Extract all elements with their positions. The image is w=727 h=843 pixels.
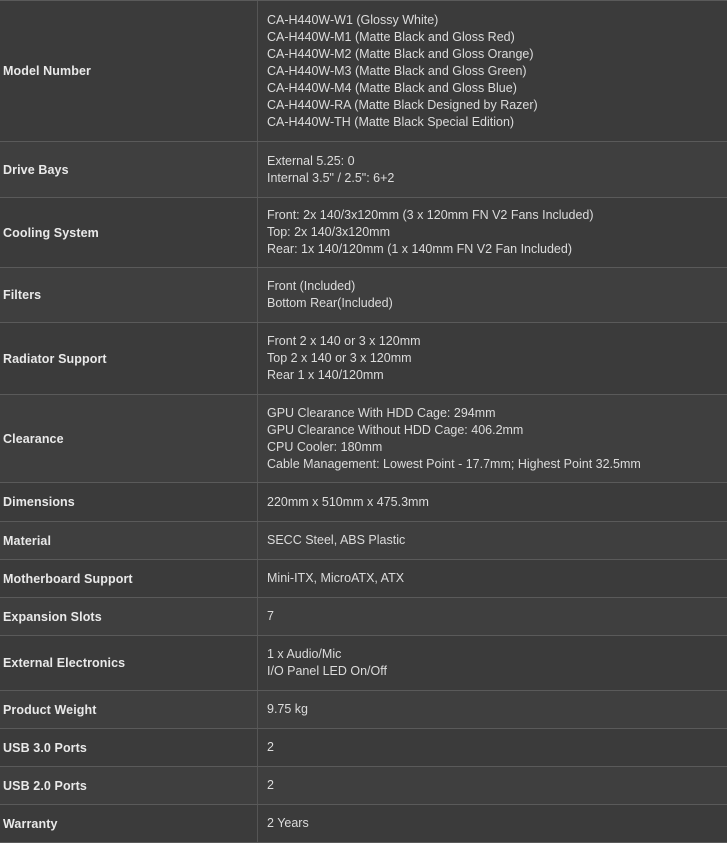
spec-value-line: CA-H440W-W1 (Glossy White) xyxy=(267,12,439,27)
spec-value-line: 2 xyxy=(267,740,274,754)
spec-value-line: Front: 2x 140/3x120mm (3 x 120mm FN V2 Fans Included) xyxy=(267,208,594,222)
spec-label: USB 3.0 Ports xyxy=(0,729,258,766)
spec-value-line: CA-H440W-M4 (Matte Black and Gloss Blue) xyxy=(267,80,517,95)
spec-row xyxy=(0,395,727,483)
spec-value-line: CPU Cooler: 180mm xyxy=(267,439,383,454)
spec-value xyxy=(258,483,727,521)
spec-label: External Electronics xyxy=(0,636,258,690)
spec-value-line: Rear: 1x 140/120mm (1 x 140mm FN V2 Fan Included) xyxy=(267,242,572,256)
spec-value xyxy=(258,268,727,322)
spec-label: Drive Bays xyxy=(0,142,258,197)
spec-row xyxy=(0,805,727,843)
spec-row xyxy=(0,142,727,198)
spec-value xyxy=(258,729,727,766)
spec-row xyxy=(0,268,727,323)
spec-row xyxy=(0,198,727,268)
spec-label: USB 2.0 Ports xyxy=(0,767,258,804)
spec-value-line: CA-H440W-M1 (Matte Black and Gloss Red) xyxy=(267,29,515,44)
spec-value-line: SECC Steel, ABS Plastic xyxy=(267,533,406,547)
spec-value-line: Front (Included) xyxy=(267,279,356,293)
spec-value xyxy=(258,1,727,141)
spec-value-line: External 5.25: 0 xyxy=(267,153,355,168)
spec-label: Material xyxy=(0,522,258,559)
spec-label: Clearance xyxy=(0,395,258,482)
spec-value-line: Front 2 x 140 or 3 x 120mm xyxy=(267,334,421,348)
spec-value-line: 2 xyxy=(267,778,274,792)
spec-value xyxy=(258,522,727,559)
spec-row xyxy=(0,323,727,395)
spec-row xyxy=(0,691,727,729)
spec-value-line: 7 xyxy=(267,609,274,623)
spec-label: Cooling System xyxy=(0,198,258,267)
spec-label: Expansion Slots xyxy=(0,598,258,635)
spec-value xyxy=(258,395,727,482)
spec-value xyxy=(258,636,727,690)
spec-value xyxy=(258,805,727,842)
spec-value xyxy=(258,691,727,728)
spec-label: Dimensions xyxy=(0,483,258,521)
spec-value-line: GPU Clearance Without HDD Cage: 406.2mm xyxy=(267,422,524,437)
spec-value-line: 2 Years xyxy=(267,816,309,830)
spec-value-line: CA-H440W-TH (Matte Black Special Edition) xyxy=(267,114,515,129)
spec-row xyxy=(0,636,727,691)
spec-value xyxy=(258,598,727,635)
spec-value-line: CA-H440W-RA (Matte Black Designed by Razer) xyxy=(267,97,538,112)
spec-value-line: Cable Management: Lowest Point - 17.7mm; Highest Point 32.5mm xyxy=(267,456,641,471)
spec-row xyxy=(0,767,727,805)
spec-value xyxy=(258,767,727,804)
spec-value-line: GPU Clearance With HDD Cage: 294mm xyxy=(267,405,496,420)
spec-value-line: Top 2 x 140 or 3 x 120mm xyxy=(267,351,412,365)
spec-label: Product Weight xyxy=(0,691,258,728)
spec-value-line: I/O Panel LED On/Off xyxy=(267,664,387,678)
spec-row xyxy=(0,1,727,142)
spec-value-line: Internal 3.5" / 2.5": 6+2 xyxy=(267,170,395,185)
spec-label: Filters xyxy=(0,268,258,322)
spec-row xyxy=(0,522,727,560)
spec-row xyxy=(0,560,727,598)
spec-value-line: Mini-ITX, MicroATX, ATX xyxy=(267,571,405,585)
spec-label: Model Number xyxy=(0,1,258,141)
spec-value-line: 220mm x 510mm x 475.3mm xyxy=(267,494,429,509)
spec-value-line: CA-H440W-M3 (Matte Black and Gloss Green) xyxy=(267,63,527,78)
spec-label: Radiator Support xyxy=(0,323,258,394)
spec-value-line: Rear 1 x 140/120mm xyxy=(267,368,384,382)
spec-row xyxy=(0,598,727,636)
spec-value-line: CA-H440W-M2 (Matte Black and Gloss Orange) xyxy=(267,46,534,61)
spec-value xyxy=(258,323,727,394)
spec-value-line: Top: 2x 140/3x120mm xyxy=(267,225,390,239)
spec-row xyxy=(0,729,727,767)
spec-label: Warranty xyxy=(0,805,258,842)
spec-value-line: 9.75 kg xyxy=(267,702,309,716)
spec-label: Motherboard Support xyxy=(0,560,258,597)
spec-value xyxy=(258,198,727,267)
spec-row xyxy=(0,483,727,522)
spec-value xyxy=(258,560,727,597)
spec-value xyxy=(258,142,727,197)
spec-value-line: 1 x Audio/Mic xyxy=(267,647,342,661)
spec-value-line: Bottom Rear(Included) xyxy=(267,296,393,310)
